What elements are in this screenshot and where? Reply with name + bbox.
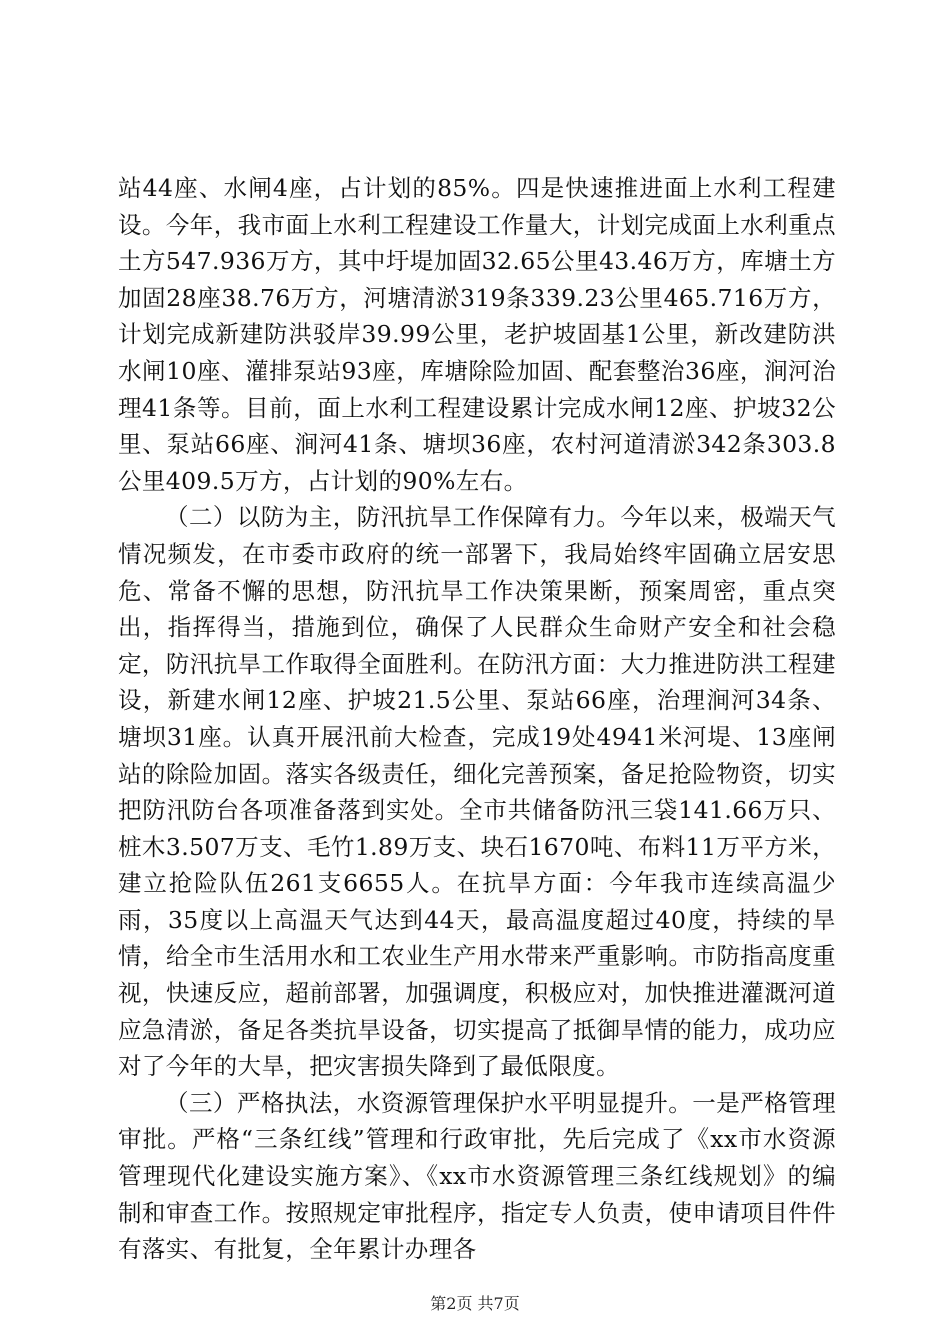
page-footer (0, 1294, 950, 1314)
paragraph-1: 站44座、水闸4座，占计划的85%。四是快速推进面上水利工程建设。今年，我市面上水利工程建设工作量大，计划完成面上水利重点土方547.936万方，其中圩堤加固32.65公里43.46万方，库塘土方加固28座38.76万方，河塘清淤319条339.23公里465.716万方，计划完成新建防洪驳岸39.99公里，老护坡固基1公里，新改建防洪水闸10座、灌排泵站93座，库塘除险加固、配套整治36座，涧河治理41条等。目前，面上水利工程建设累计完成水闸12座、护坡32公里、泵站66座、涧河41条、塘坝36座，农村河道清淤342条303.8公里409.5万方，占计划的90%左右。 (118, 174, 836, 495)
paragraph-3: （三）严格执法，水资源管理保护水平明显提升。一是严格管理审批。严格“三条红线”管理和行政审批，先后完成了《xx市水资源管理现代化建设实施方案》、《xx市水资源管理三条红线规划》的编制和审查工作。按照规定审批程序，指定专人负责，使申请项目件件有落实、有批复，全年累计办理各 (118, 1088, 836, 1264)
page-number-label: 第2页 共7页 (430, 1294, 520, 1313)
paragraph-2: （二）以防为主，防汛抗旱工作保障有力。今年以来，极端天气情况频发，在市委市政府的统一部署下，我局始终牢固确立居安思危、常备不懈的思想，防汛抗旱工作决策果断，预案周密，重点突出，指挥得当，措施到位，确保了人民群众生命财产安全和社会稳定，防汛抗旱工作取得全面胜利。在防汛方面：大力推进防洪工程建设，新建水闸12座、护坡21.5公里、泵站66座，治理涧河34条、塘坝31座。认真开展汛前大检查，完成19处4941米河堤、13座闸站的除险加固。落实各级责任，细化完善预案，备足抢险物资，切实把防汛防台各项准备落到实处。全市共储备防汛三袋141.66万只、桩木3.507万支、毛竹1.89万支、块石1670吨、布料11万平方米，建立抢险队伍261支6655人。在抗旱方面：今年我市连续高温少雨，35度以上高温天气达到44天，最高温度超过40度，持续的旱情，给全市生活用水和工农业生产用水带来严重影响。市防指高度重视，快速反应，超前部署，加强调度，积极应对，加快推进灌溉河道应急清淤，备足各类抗旱设备，切实提高了抵御旱情的能力，成功应对了今年的大旱，把灾害损失降到了最低限度。 (118, 503, 836, 1081)
body-text (118, 170, 836, 1268)
